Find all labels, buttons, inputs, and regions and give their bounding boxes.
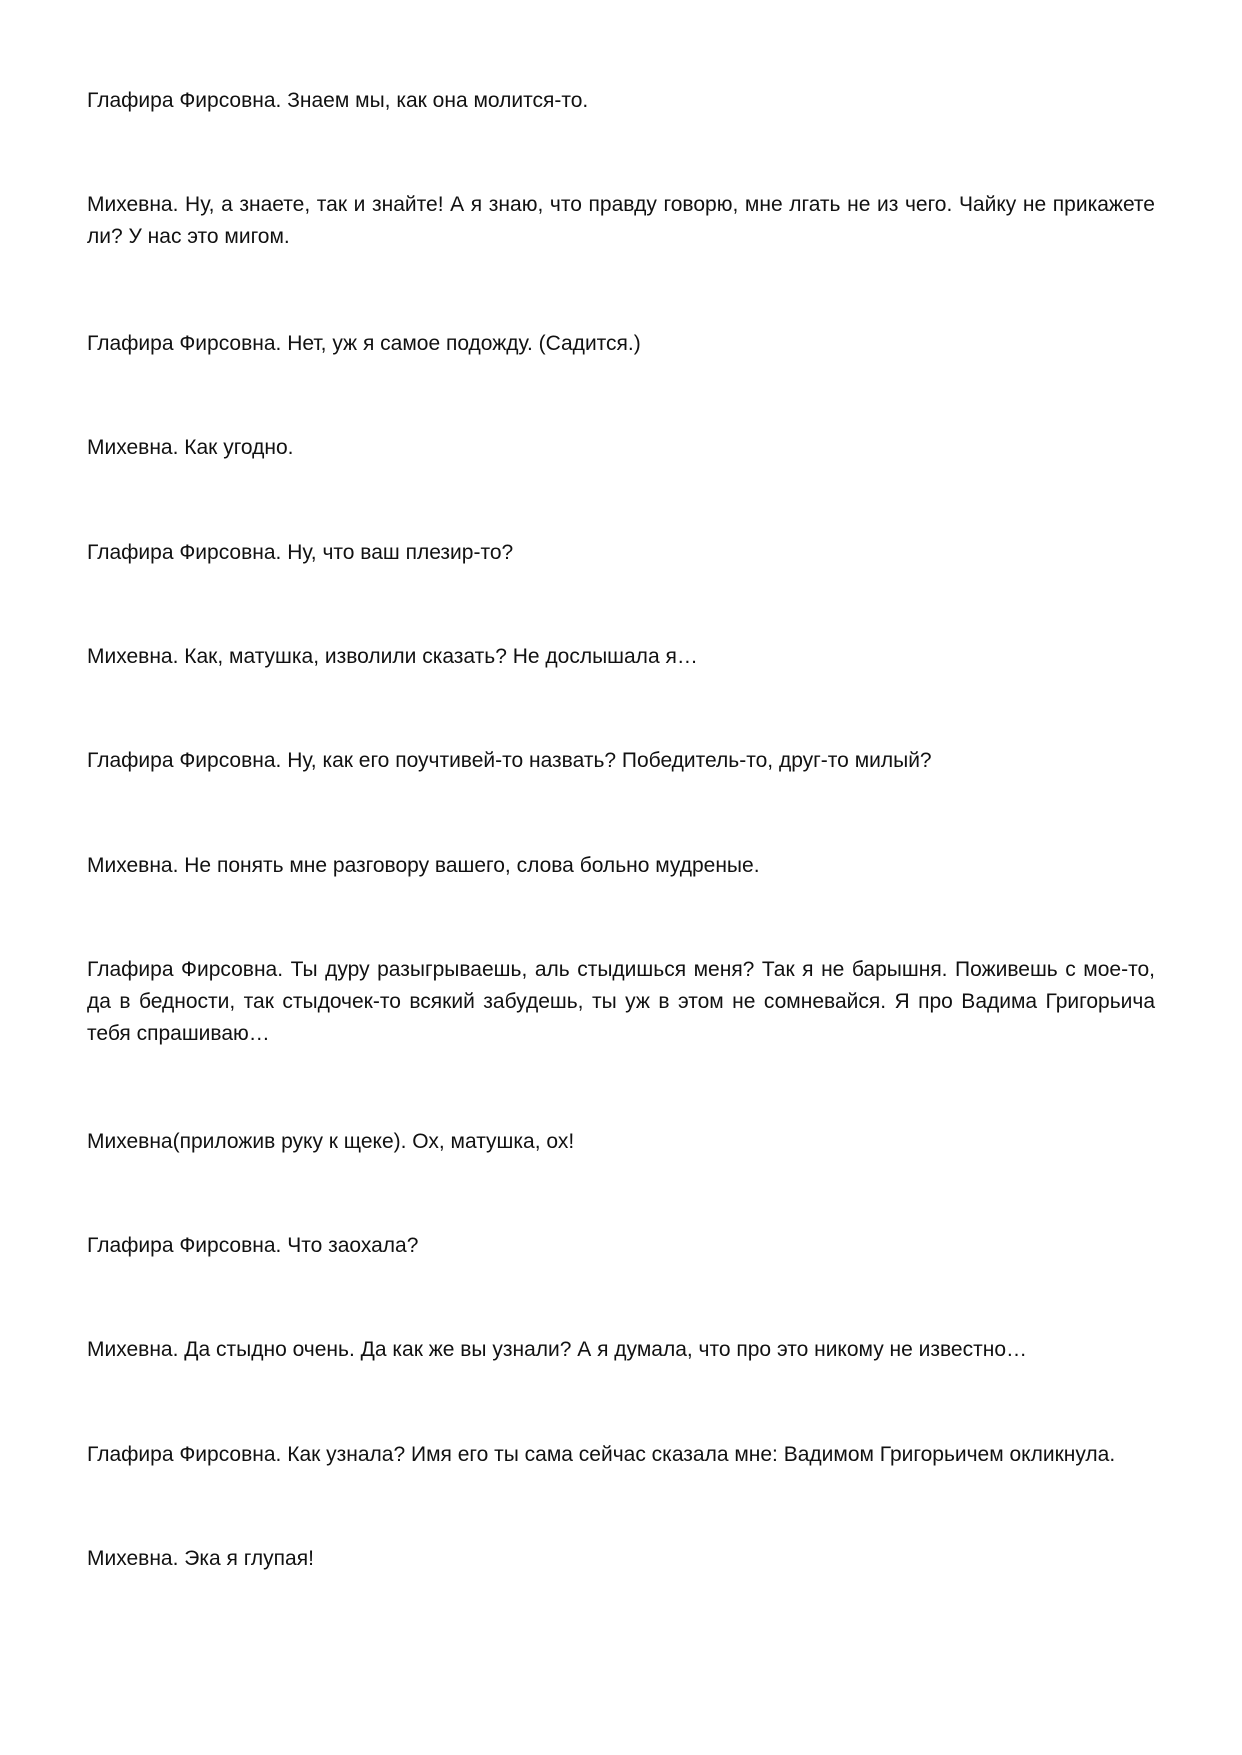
dialogue-paragraph: Михевна. Как угодно. (87, 436, 294, 459)
dialogue-paragraph: Михевна. Ну, а знаете, так и знайте! А я знаю, что правду говорю, мне лгать не из чего. Чайку не прикажете ли? У нас это мигом. (87, 193, 1155, 248)
dialogue-paragraph: Михевна. Эка я глупая! (87, 1547, 314, 1570)
dialogue-paragraph: Глафира Фирсовна. Ну, как его поучтивей-то назвать? Победитель-то, друг-то милый? (87, 749, 932, 772)
dialogue-paragraph: Глафира Фирсовна. Что заохала? (87, 1234, 419, 1257)
dialogue-paragraph: Глафира Фирсовна. Знаем мы, как она молится-то. (87, 89, 589, 112)
dialogue-paragraph: Глафира Фирсовна. Ну, что ваш плезир-то? (87, 541, 514, 564)
dialogue-paragraph: Михевна. Как, матушка, изволили сказать? Не дослышала я… (87, 645, 698, 668)
dialogue-paragraph: Михевна. Не понять мне разговору вашего, слова больно мудреные. (87, 854, 760, 877)
dialogue-paragraph: Михевна(приложив руку к щеке). Ох, матушка, ох! (87, 1130, 575, 1153)
dialogue-paragraph: Глафира Фирсовна. Как узнала? Имя его ты сама сейчас сказала мне: Вадимом Григорьичем окликнула. (87, 1443, 1116, 1466)
dialogue-paragraph: Михевна. Да стыдно очень. Да как же вы узнали? А я думала, что про это никому не известно… (87, 1338, 1027, 1361)
dialogue-paragraph: Глафира Фирсовна. Ты дуру разыгрываешь, аль стыдишься меня? Так я не барышня. Поживешь с мое-то, да в бедности, так стыдочек-то всякий забудешь, ты уж в этом не сомневайся. Я про Вадима Григорьича тебя спрашиваю… (87, 958, 1155, 1045)
dialogue-paragraph: Глафира Фирсовна. Нет, уж я самое подожду. (Садится.) (87, 332, 641, 355)
